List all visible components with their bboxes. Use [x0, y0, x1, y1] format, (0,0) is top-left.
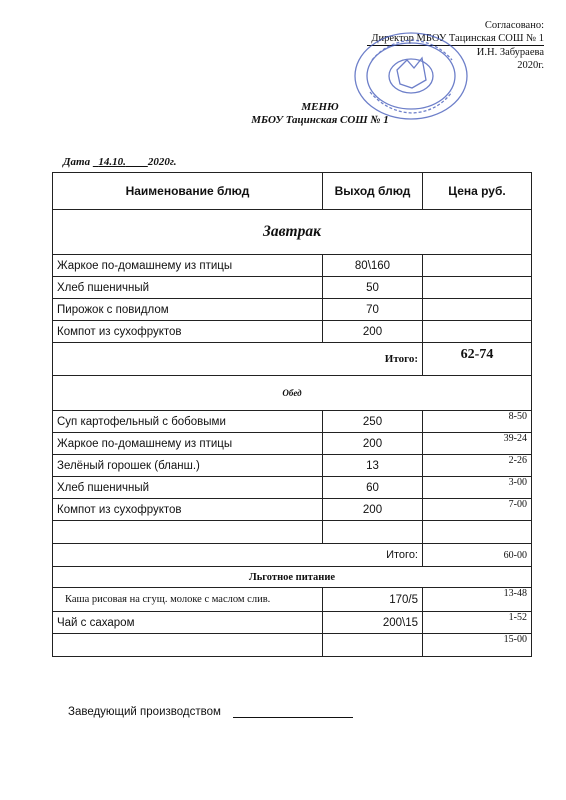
date-line [63, 156, 177, 168]
table-row [53, 299, 532, 321]
dish-name: Хлеб пшеничный [53, 277, 323, 299]
benefit-section [53, 567, 532, 588]
dish-yield: 70 [323, 299, 423, 321]
table-row [53, 321, 532, 343]
date-year: 2020г. [147, 156, 177, 168]
school-name: МБОУ Тацинская СОШ № 1 [251, 114, 389, 126]
table-row [53, 588, 532, 612]
table-row [53, 477, 532, 499]
dish-price: 3-00 [423, 477, 532, 499]
table-row [53, 612, 532, 634]
header-dish: Наименование блюд [53, 173, 323, 210]
dish-name: Компот из сухофруктов [53, 499, 323, 521]
dish-name: Суп картофельный с бобовыми [53, 411, 323, 433]
lunch-total-label: Итого: [53, 544, 423, 567]
dish-price: 7-00 [423, 499, 532, 521]
benefit-total-row [53, 634, 532, 657]
breakfast-total-value: 62-74 [423, 343, 532, 376]
lunch-section [53, 376, 532, 411]
lunch-total-row [53, 544, 532, 567]
dish-price: 2-26 [423, 455, 532, 477]
blank-cell [323, 634, 423, 657]
dish-yield: 60 [323, 477, 423, 499]
signature-line [233, 705, 353, 718]
dish-yield: 200 [323, 321, 423, 343]
date-label: Дата [63, 156, 91, 168]
lunch-title: Обед [53, 376, 532, 411]
dish-name: Компот из сухофруктов [53, 321, 323, 343]
dish-price: 13-48 [423, 588, 532, 612]
menu-table [52, 172, 532, 657]
dish-yield: 170/5 [323, 588, 423, 612]
header-price: Цена руб. [423, 173, 532, 210]
approval-name: И.Н. Забураева [476, 47, 544, 58]
blank-cell [53, 521, 323, 544]
menu-title [180, 101, 460, 127]
dish-name: Пирожок с повидлом [53, 299, 323, 321]
dish-yield: 80\160 [323, 255, 423, 277]
dish-price: 39-24 [423, 433, 532, 455]
dish-name: Жаркое по-домашнему из птицы [53, 433, 323, 455]
table-row [53, 499, 532, 521]
footer [68, 705, 353, 718]
dish-price: 1-52 [423, 612, 532, 634]
dish-price: 8-50 [423, 411, 532, 433]
dish-name: Зелёный горошек (бланш.) [53, 455, 323, 477]
table-row [53, 455, 532, 477]
blank-cell [53, 634, 323, 657]
blank-cell [323, 521, 423, 544]
benefit-title: Льготное питание [53, 567, 532, 588]
dish-yield: 13 [323, 455, 423, 477]
lunch-total-value: 60-00 [423, 544, 532, 567]
table-row [53, 433, 532, 455]
dish-yield: 250 [323, 411, 423, 433]
dish-name: Чай с сахаром [53, 612, 323, 634]
dish-price [423, 277, 532, 299]
dish-price [423, 321, 532, 343]
header-yield: Выход блюд [323, 173, 423, 210]
dish-name: Хлеб пшеничный [53, 477, 323, 499]
dish-price [423, 255, 532, 277]
breakfast-section [53, 210, 532, 255]
dish-name: Каша рисовая на сгущ. молоке с маслом слив. [53, 588, 323, 612]
breakfast-total-row [53, 343, 532, 376]
dish-yield: 200 [323, 499, 423, 521]
table-row [53, 411, 532, 433]
approval-year: 2020г. [517, 60, 544, 71]
blank-cell [423, 521, 532, 544]
header-row [53, 173, 532, 210]
table-row [53, 277, 532, 299]
blank-row [53, 521, 532, 544]
date-day: 14.10. [98, 156, 126, 168]
breakfast-title: Завтрак [53, 210, 532, 255]
table-row [53, 255, 532, 277]
approval-director: Директор МБОУ Тацинская СОШ № 1 [367, 32, 544, 46]
dish-yield: 200\15 [323, 612, 423, 634]
approval-heading: Согласовано: [484, 20, 544, 31]
footer-label: Заведующий производством [68, 706, 221, 718]
dish-price [423, 299, 532, 321]
dish-yield: 200 [323, 433, 423, 455]
dish-name: Жаркое по-домашнему из птицы [53, 255, 323, 277]
menu-heading: МЕНЮ [301, 101, 339, 113]
benefit-total-value: 15-00 [423, 634, 532, 657]
dish-yield: 50 [323, 277, 423, 299]
breakfast-total-label: Итого: [53, 343, 423, 376]
